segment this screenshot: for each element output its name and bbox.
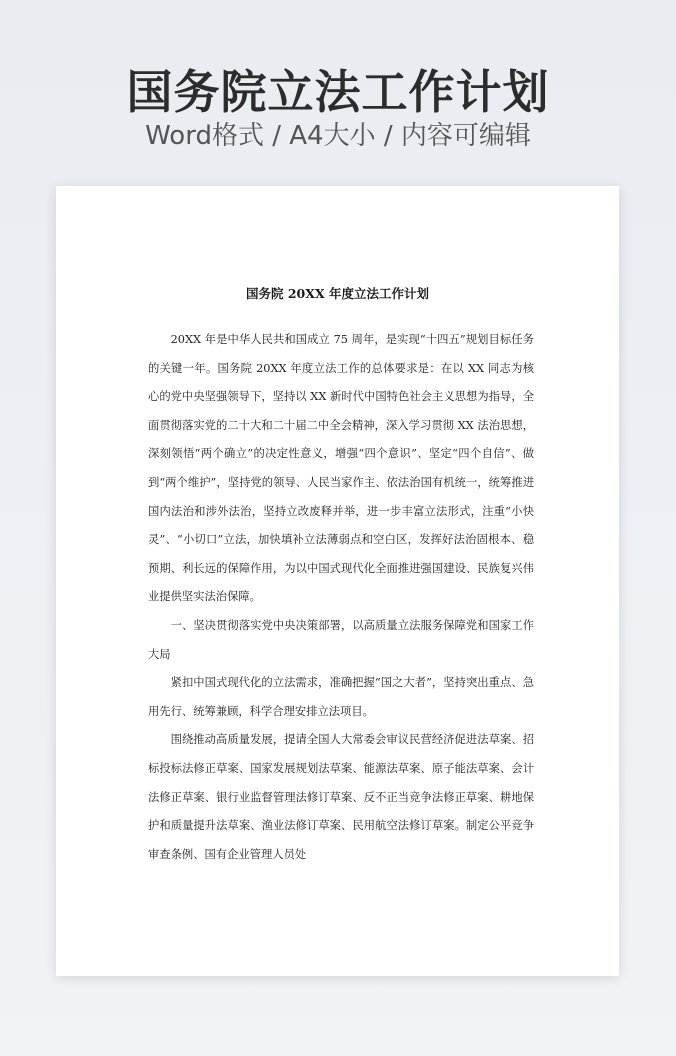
paragraph-development: 围绕推动高质量发展，提请全国人大常委会审议民营经济促进法草案、招标投标法修正草案、国家发展规划法草案、能源法草案、原子能法草案、会计法修正草案、银行业监督管理法修订草案、反不正当竞争法修正草案、耕地保护和质量提升法草案、渔业法修订草案、民用航空法修订草案。制定公平竞争审查条例、国有企业管理人员处 — [148, 733, 534, 861]
paragraph-intro: 20XX 年是中华人民共和国成立 75 周年，是实现“十四五”规划目标任务的关键一年。国务院 20XX 年度立法工作的总体要求是：在以 XX 同志为核心的党中央坚强领导下，坚持以 XX 新时代中国特色社会主义思想为指导，全面贯彻落实党的二十大和二十届二中全会精神，深入学习贯彻 XX 法治思想，深刻领悟“两个确立”的决定性意义，增强“四个意识”、坚定“四个自信”、做到“两个维护”，坚持党的领导、人民当家作主、依法治国有机统一，统筹推进国内法治和涉外法治，坚持立改废释并举，进一步丰富立法形式，注重“小快灵”、“小切口”立法，加快填补立法薄弱点和空白区，发挥好法治固根本、稳预期、利长远的保障作用，为以中国式现代化全面推进强国建设、民族复兴伟业提供坚实法治保障。 — [148, 333, 534, 604]
banner-title: 国务院立法工作计划 — [126, 65, 550, 119]
document-body — [148, 326, 534, 906]
banner-subtitle: Word格式 / A4大小 / 内容可编辑 — [145, 121, 531, 151]
document-title: 国务院 20XX 年度立法工作计划 — [246, 286, 429, 301]
document-page — [56, 186, 619, 976]
paragraph-requirements: 紧扣中国式现代化的立法需求，准确把握“国之大者”，坚持突出重点、急用先行、统筹兼顾，科学合理安排立法项目。 — [148, 676, 534, 718]
paragraph-section-heading: 一、坚决贯彻落实党中央决策部署，以高质量立法服务保障党和国家工作大局 — [148, 618, 534, 661]
